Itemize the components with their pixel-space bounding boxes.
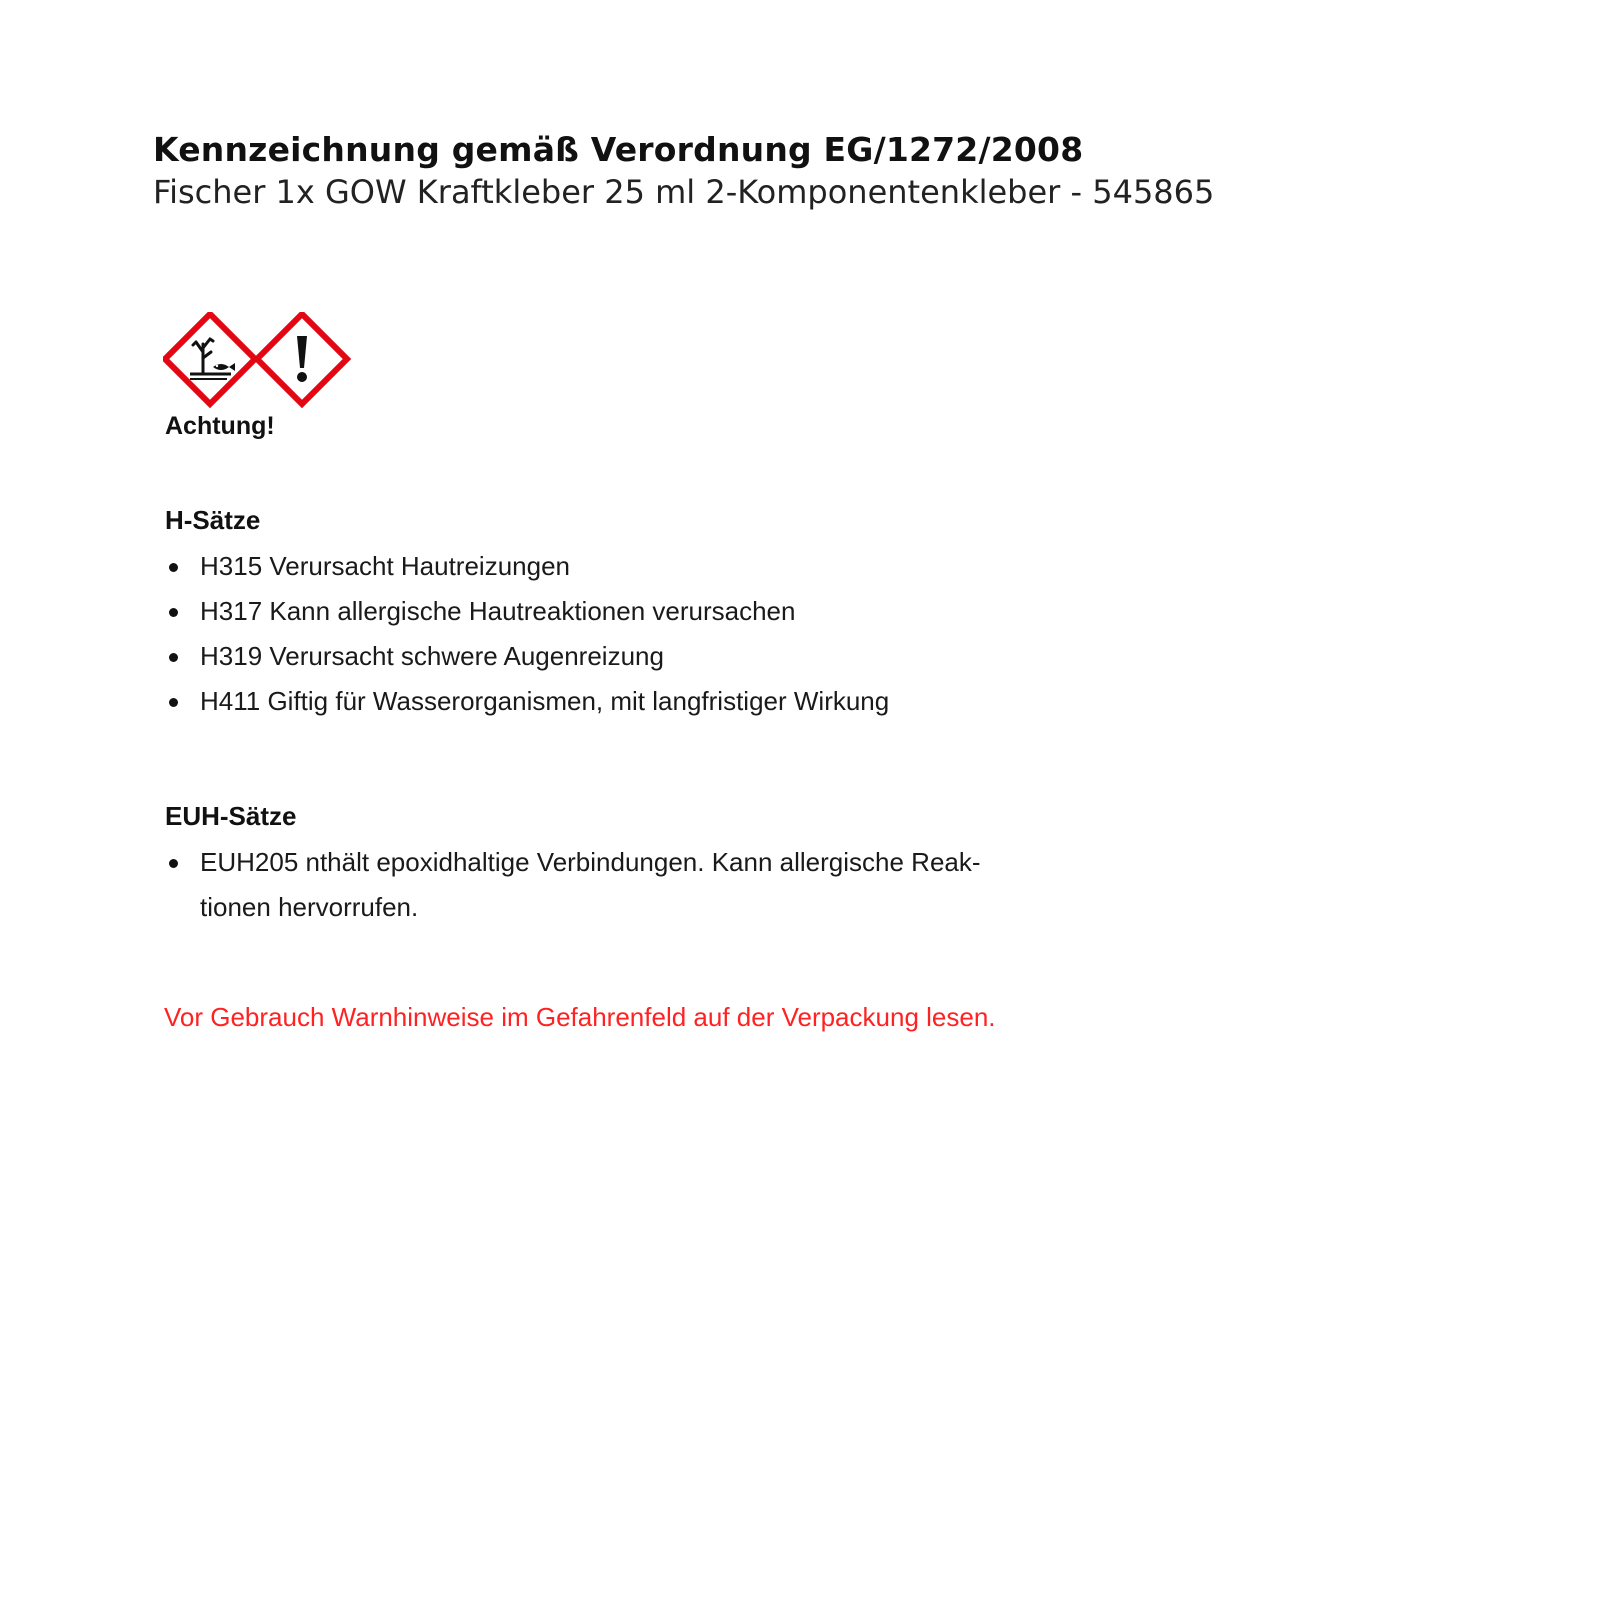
exclamation-mark-icon <box>257 314 347 404</box>
list-item: EUH205 nthält epoxidhaltige Verbindungen. Kann allergische Reak-tionen hervorrufen. <box>165 840 990 930</box>
signal-word: Achtung! <box>165 412 275 440</box>
h-statements-section <box>165 502 1065 724</box>
page-title: Kennzeichnung gemäß Verordnung EG/1272/2008 <box>153 130 1084 169</box>
list-item: H319 Verursacht schwere Augenreizung <box>165 634 1065 679</box>
header <box>153 128 1453 212</box>
euh-statements-title: EUH-Sätze <box>165 801 297 831</box>
h-statements-list <box>165 544 1065 724</box>
list-item: H411 Giftig für Wasserorganismen, mit langfristiger Wirkung <box>165 679 1065 724</box>
h-statements-title: H-Sätze <box>165 505 261 535</box>
warning-note: Vor Gebrauch Warnhinweise im Gefahrenfeld auf der Verpackung lesen. <box>164 1002 996 1032</box>
environment-hazard-icon <box>165 314 255 404</box>
list-item: H317 Kann allergische Hautreaktionen verursachen <box>165 589 1065 634</box>
list-item: H315 Verursacht Hautreizungen <box>165 544 1065 589</box>
ghs-pictograms <box>163 312 363 408</box>
product-subtitle: Fischer 1x GOW Kraftkleber 25 ml 2-Komponentenkleber - 545865 <box>153 173 1215 211</box>
euh-statements-section <box>165 798 1065 930</box>
euh-statements-list <box>165 840 1065 930</box>
